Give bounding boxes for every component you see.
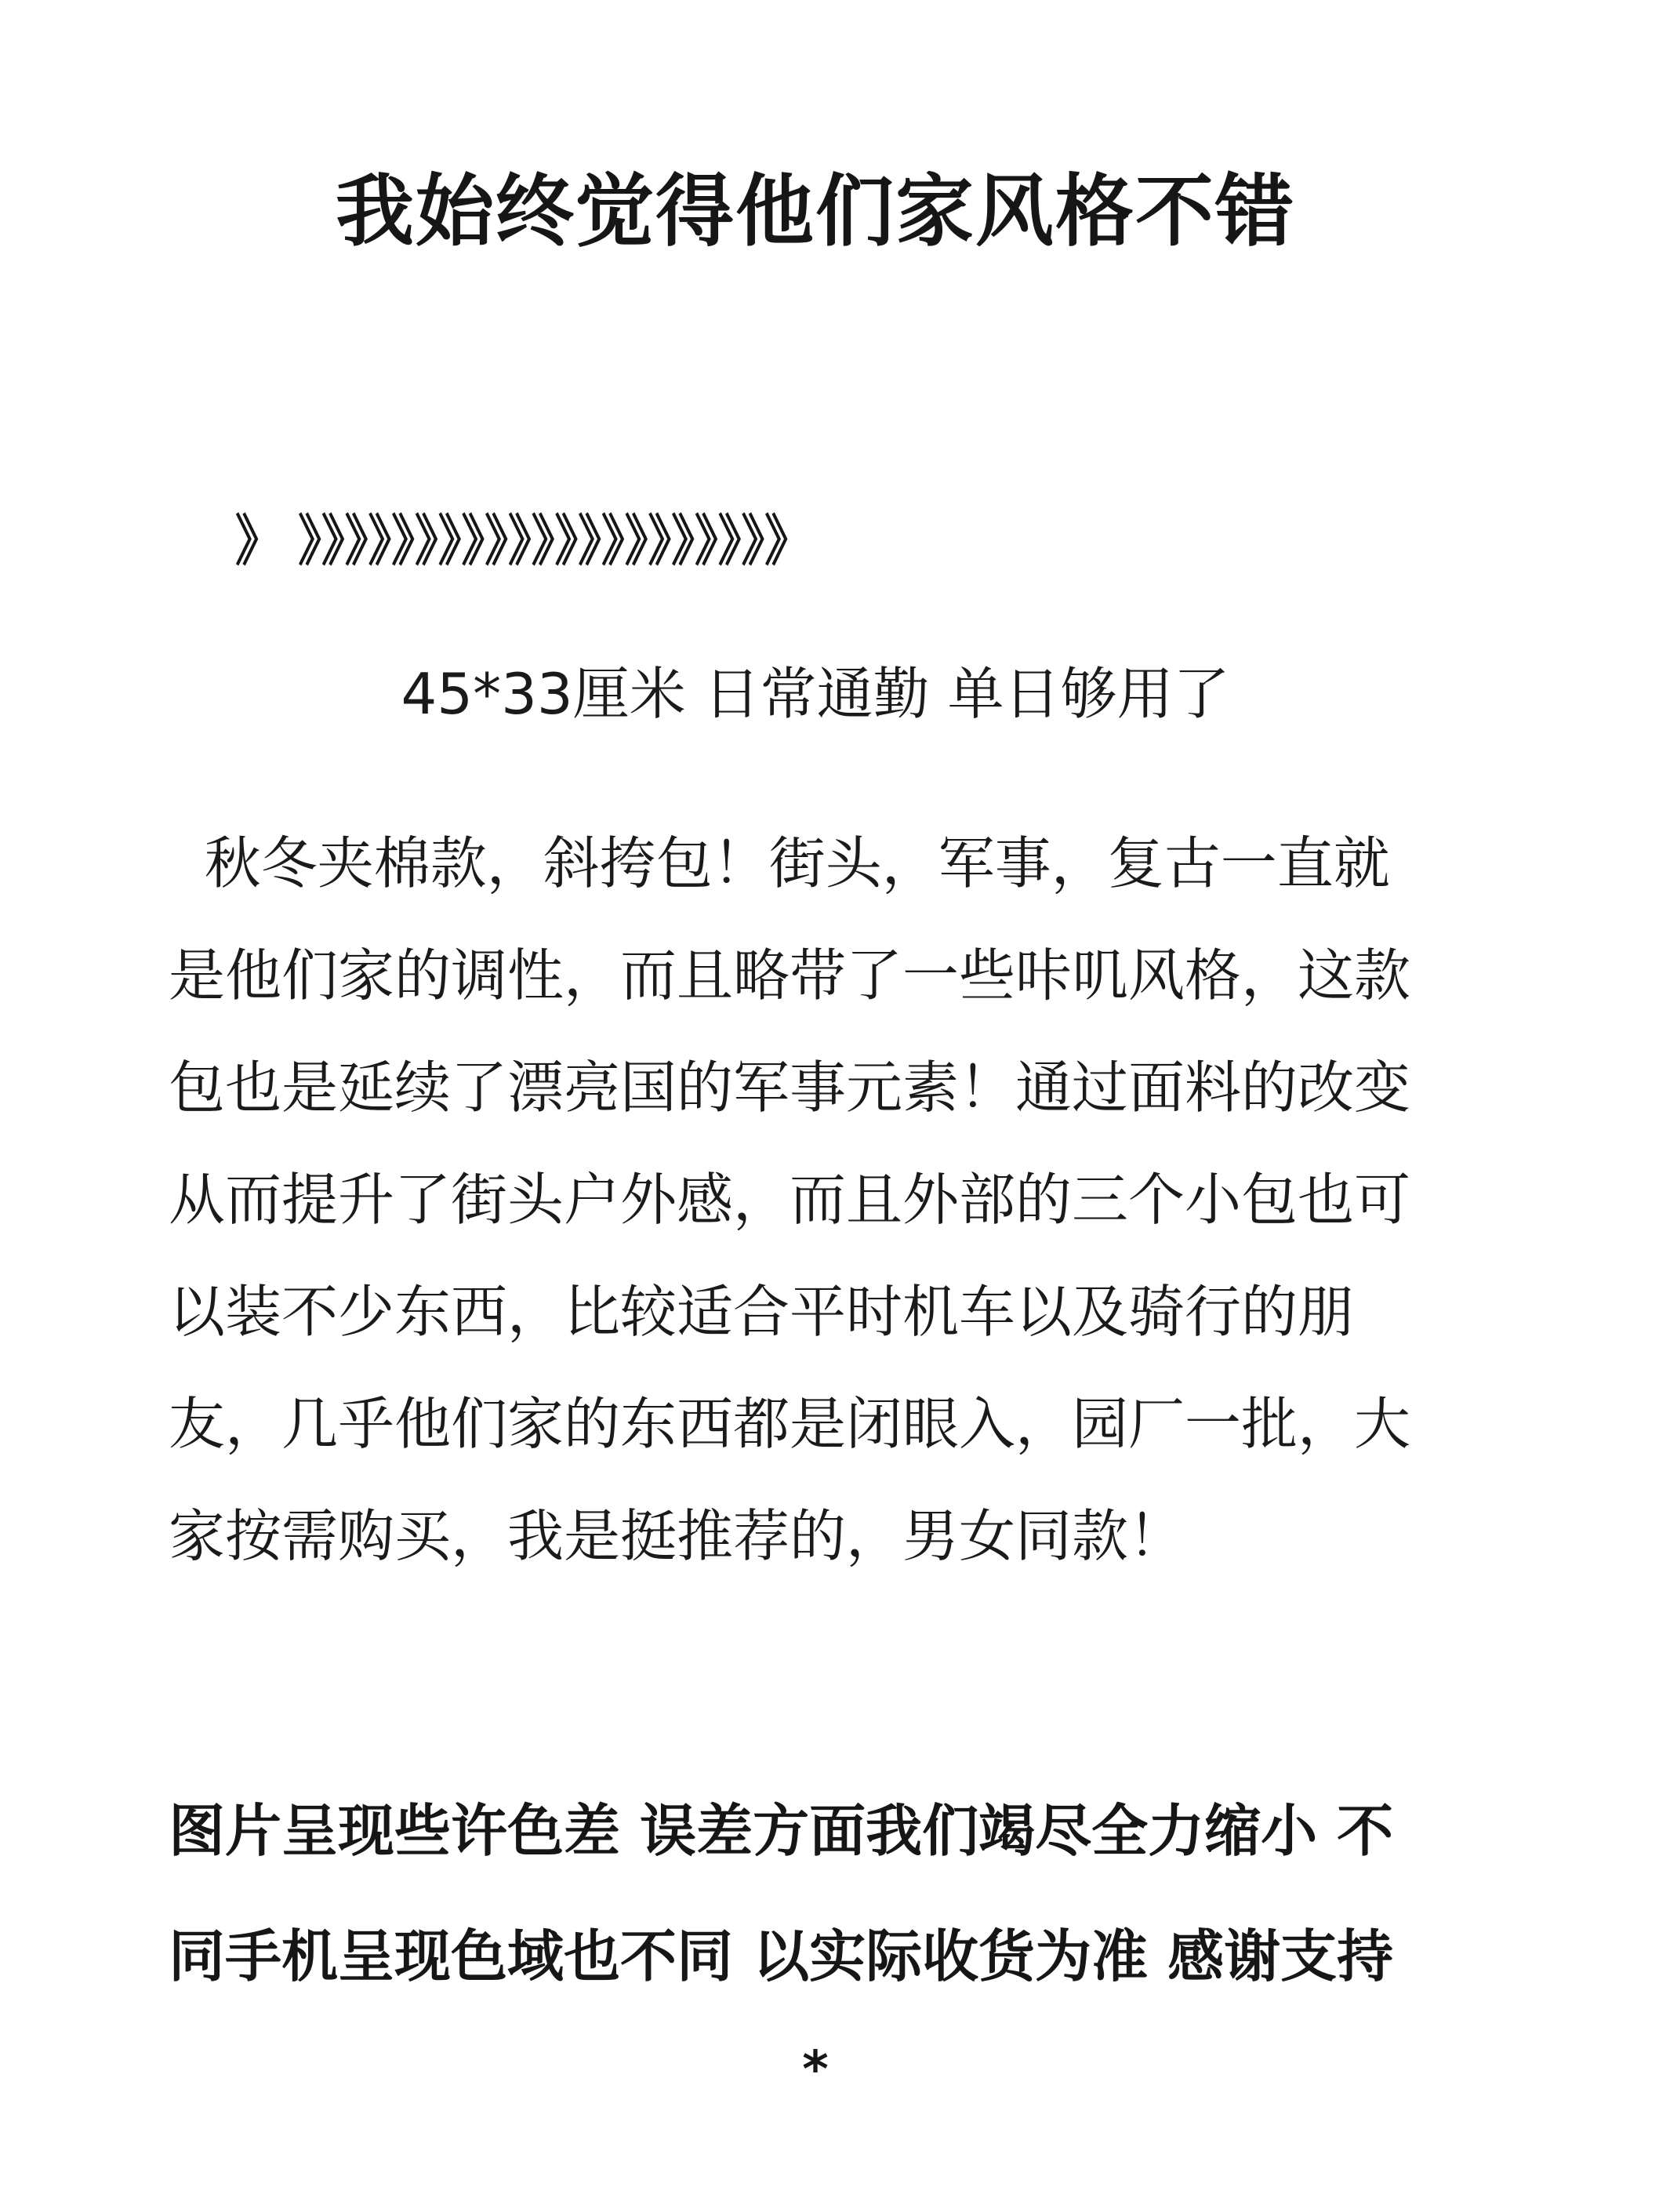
- description-line: 友，几乎他们家的东西都是闭眼入，园厂一批，大: [169, 1391, 1411, 1457]
- description-line: 从而提升了街头户外感，而且外部的三个小包也可: [169, 1167, 1411, 1233]
- description-line: 家按需购买，我是挺推荐的，男女同款！: [169, 1503, 1185, 1569]
- description-line: 是他们家的调性，而且略带了一些咔叽风格，这款: [169, 943, 1411, 1008]
- chevron-divider: [184, 502, 1470, 580]
- footer-asterisk: *: [802, 2041, 829, 2099]
- description-line: 以装不少东西，比较适合平时机车以及骑行的朋: [169, 1279, 1355, 1345]
- page-title: 我始终觉得他们家风格不错: [336, 165, 1295, 257]
- notice-line: 同手机呈现色域也不同 以实际收货为准 感谢支持: [169, 1923, 1394, 1989]
- description-line: 包也是延续了漂亮国的军事元素！通过面料的改变: [169, 1055, 1411, 1121]
- color-notice: [169, 1768, 1517, 2019]
- chevron-divider-text: 》 》》》》》》》》》》》》》》》》》》》》》: [234, 509, 811, 573]
- description-line: 秋冬夹棉款，斜挎包！街头，军事，复古一直就: [169, 830, 1390, 896]
- product-subtitle: 45*33厘米 日常通勤 单日够用了: [401, 661, 1230, 727]
- description-paragraph: [169, 808, 1501, 1593]
- notice-line: 图片呈现些许色差 误差方面我们竭尽全力缩小 不: [169, 1798, 1394, 1864]
